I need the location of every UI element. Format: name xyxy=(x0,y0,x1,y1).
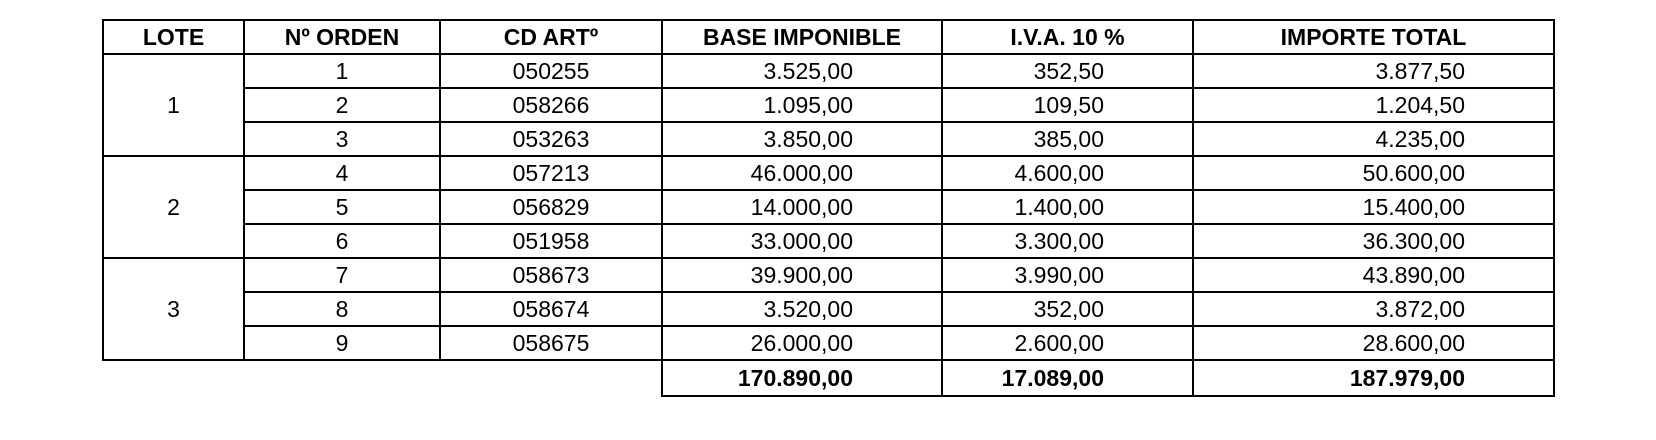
orden-cell: 1 xyxy=(244,54,440,88)
base-cell: 3.525,00 xyxy=(662,54,942,88)
orden-cell: 2 xyxy=(244,88,440,122)
header-iva: I.V.A. 10 % xyxy=(942,20,1193,54)
base-cell: 1.095,00 xyxy=(662,88,942,122)
header-lote: LOTE xyxy=(103,20,244,54)
total-cell: 15.400,00 xyxy=(1193,190,1554,224)
total-cell: 3.877,50 xyxy=(1193,54,1554,88)
totals-spacer xyxy=(103,360,662,396)
base-cell: 26.000,00 xyxy=(662,326,942,360)
orden-cell: 4 xyxy=(244,156,440,190)
iva-cell: 385,00 xyxy=(942,122,1193,156)
total-cell: 36.300,00 xyxy=(1193,224,1554,258)
cd-art-cell: 056829 xyxy=(440,190,662,224)
iva-cell: 1.400,00 xyxy=(942,190,1193,224)
base-cell: 33.000,00 xyxy=(662,224,942,258)
cd-art-cell: 057213 xyxy=(440,156,662,190)
lote-cell: 3 xyxy=(103,258,244,360)
lots-table xyxy=(102,19,1555,397)
header-importe-total: IMPORTE TOTAL xyxy=(1193,20,1554,54)
table-row xyxy=(103,156,1554,190)
cd-art-cell: 058675 xyxy=(440,326,662,360)
cd-art-cell: 050255 xyxy=(440,54,662,88)
base-cell: 3.520,00 xyxy=(662,292,942,326)
orden-cell: 7 xyxy=(244,258,440,292)
cd-art-cell: 053263 xyxy=(440,122,662,156)
total-base-imponible: 170.890,00 xyxy=(662,360,942,396)
orden-cell: 9 xyxy=(244,326,440,360)
base-cell: 3.850,00 xyxy=(662,122,942,156)
iva-cell: 2.600,00 xyxy=(942,326,1193,360)
table-row xyxy=(103,122,1554,156)
orden-cell: 8 xyxy=(244,292,440,326)
total-cell: 28.600,00 xyxy=(1193,326,1554,360)
total-cell: 43.890,00 xyxy=(1193,258,1554,292)
lots-summary-sheet xyxy=(102,19,1553,397)
total-importe: 187.979,00 xyxy=(1193,360,1554,396)
total-cell: 1.204,50 xyxy=(1193,88,1554,122)
totals-row xyxy=(103,360,1554,396)
table-row xyxy=(103,54,1554,88)
header-row xyxy=(103,20,1554,54)
lote-cell: 1 xyxy=(103,54,244,156)
iva-cell: 4.600,00 xyxy=(942,156,1193,190)
total-iva: 17.089,00 xyxy=(942,360,1193,396)
header-base-imponible: BASE IMPONIBLE xyxy=(662,20,942,54)
cd-art-cell: 058266 xyxy=(440,88,662,122)
cd-art-cell: 058674 xyxy=(440,292,662,326)
table-row xyxy=(103,326,1554,360)
iva-cell: 3.300,00 xyxy=(942,224,1193,258)
lote-cell: 2 xyxy=(103,156,244,258)
total-cell: 4.235,00 xyxy=(1193,122,1554,156)
table-row xyxy=(103,258,1554,292)
orden-cell: 3 xyxy=(244,122,440,156)
total-cell: 50.600,00 xyxy=(1193,156,1554,190)
table-row xyxy=(103,190,1554,224)
total-cell: 3.872,00 xyxy=(1193,292,1554,326)
cd-art-cell: 051958 xyxy=(440,224,662,258)
header-orden: Nº ORDEN xyxy=(244,20,440,54)
iva-cell: 109,50 xyxy=(942,88,1193,122)
orden-cell: 6 xyxy=(244,224,440,258)
base-cell: 39.900,00 xyxy=(662,258,942,292)
header-cd-art: CD ARTº xyxy=(440,20,662,54)
table-row xyxy=(103,224,1554,258)
table-row xyxy=(103,292,1554,326)
cd-art-cell: 058673 xyxy=(440,258,662,292)
base-cell: 46.000,00 xyxy=(662,156,942,190)
orden-cell: 5 xyxy=(244,190,440,224)
table-row xyxy=(103,88,1554,122)
iva-cell: 352,50 xyxy=(942,54,1193,88)
iva-cell: 3.990,00 xyxy=(942,258,1193,292)
iva-cell: 352,00 xyxy=(942,292,1193,326)
base-cell: 14.000,00 xyxy=(662,190,942,224)
